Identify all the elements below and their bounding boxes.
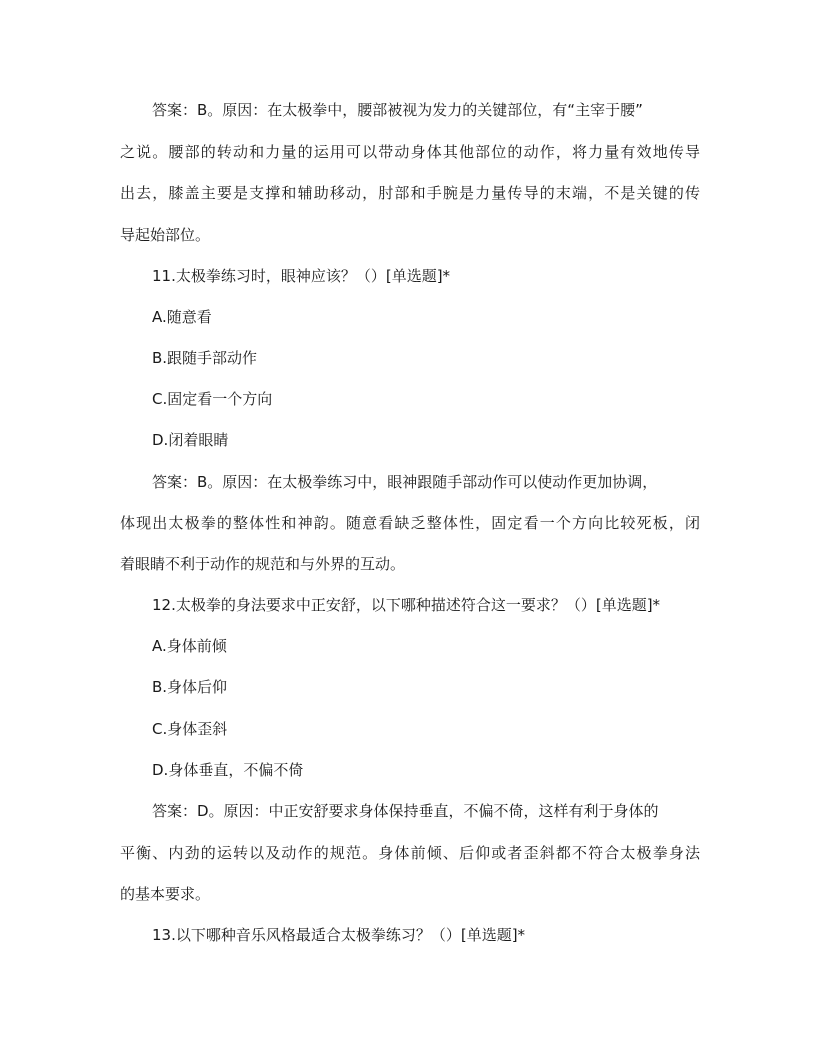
answer-10-line-4: 导起始部位。	[120, 226, 211, 244]
answer-10-line-1: 答案：B。原因：在太极拳中，腰部被视为发力的关键部位，有“主宰于腰”	[152, 101, 643, 119]
q11-option-a: A.随意看	[152, 308, 212, 326]
q11-option-b: B.跟随手部动作	[152, 349, 258, 367]
answer-10-line-3: 出去，膝盖主要是支撑和辅助移动，肘部和手腕是力量传导的末端，不是关键的传	[120, 184, 700, 202]
question-12: 12.太极拳的身法要求中正安舒，以下哪种描述符合这一要求？（）[单选题]*	[152, 596, 661, 614]
question-13: 13.以下哪种音乐风格最适合太极拳练习？（）[单选题]*	[152, 926, 526, 944]
answer-10-line-2: 之说。腰部的转动和力量的运用可以带动身体其他部位的动作，将力量有效地传导	[120, 143, 700, 161]
answer-12-line-3: 的基本要求。	[120, 885, 211, 903]
answer-11-line-2: 体现出太极拳的整体性和神韵。随意看缺乏整体性，固定看一个方向比较死板，闭	[120, 514, 700, 532]
answer-11-line-3: 着眼睛不利于动作的规范和与外界的互动。	[120, 555, 406, 573]
q11-option-d: D.闭着眼睛	[152, 431, 229, 449]
q12-option-c: C.身体歪斜	[152, 720, 228, 738]
question-11: 11.太极拳练习时，眼神应该？（）[单选题]*	[152, 267, 451, 285]
answer-12-line-1: 答案：D。原因：中正安舒要求身体保持垂直，不偏不倚，这样有利于身体的	[152, 802, 659, 820]
q12-option-b: B.身体后仰	[152, 678, 228, 696]
answer-11-line-1: 答案：B。原因：在太极拳练习中，眼神跟随手部动作可以使动作更加协调，	[152, 473, 658, 491]
answer-12-line-2: 平衡、内劲的运转以及动作的规范。身体前倾、后仰或者歪斜都不符合太极拳身法	[120, 844, 700, 862]
q11-option-c: C.固定看一个方向	[152, 390, 273, 408]
q12-option-a: A.身体前倾	[152, 637, 227, 655]
q12-option-d: D.身体垂直，不偏不倚	[152, 761, 304, 779]
